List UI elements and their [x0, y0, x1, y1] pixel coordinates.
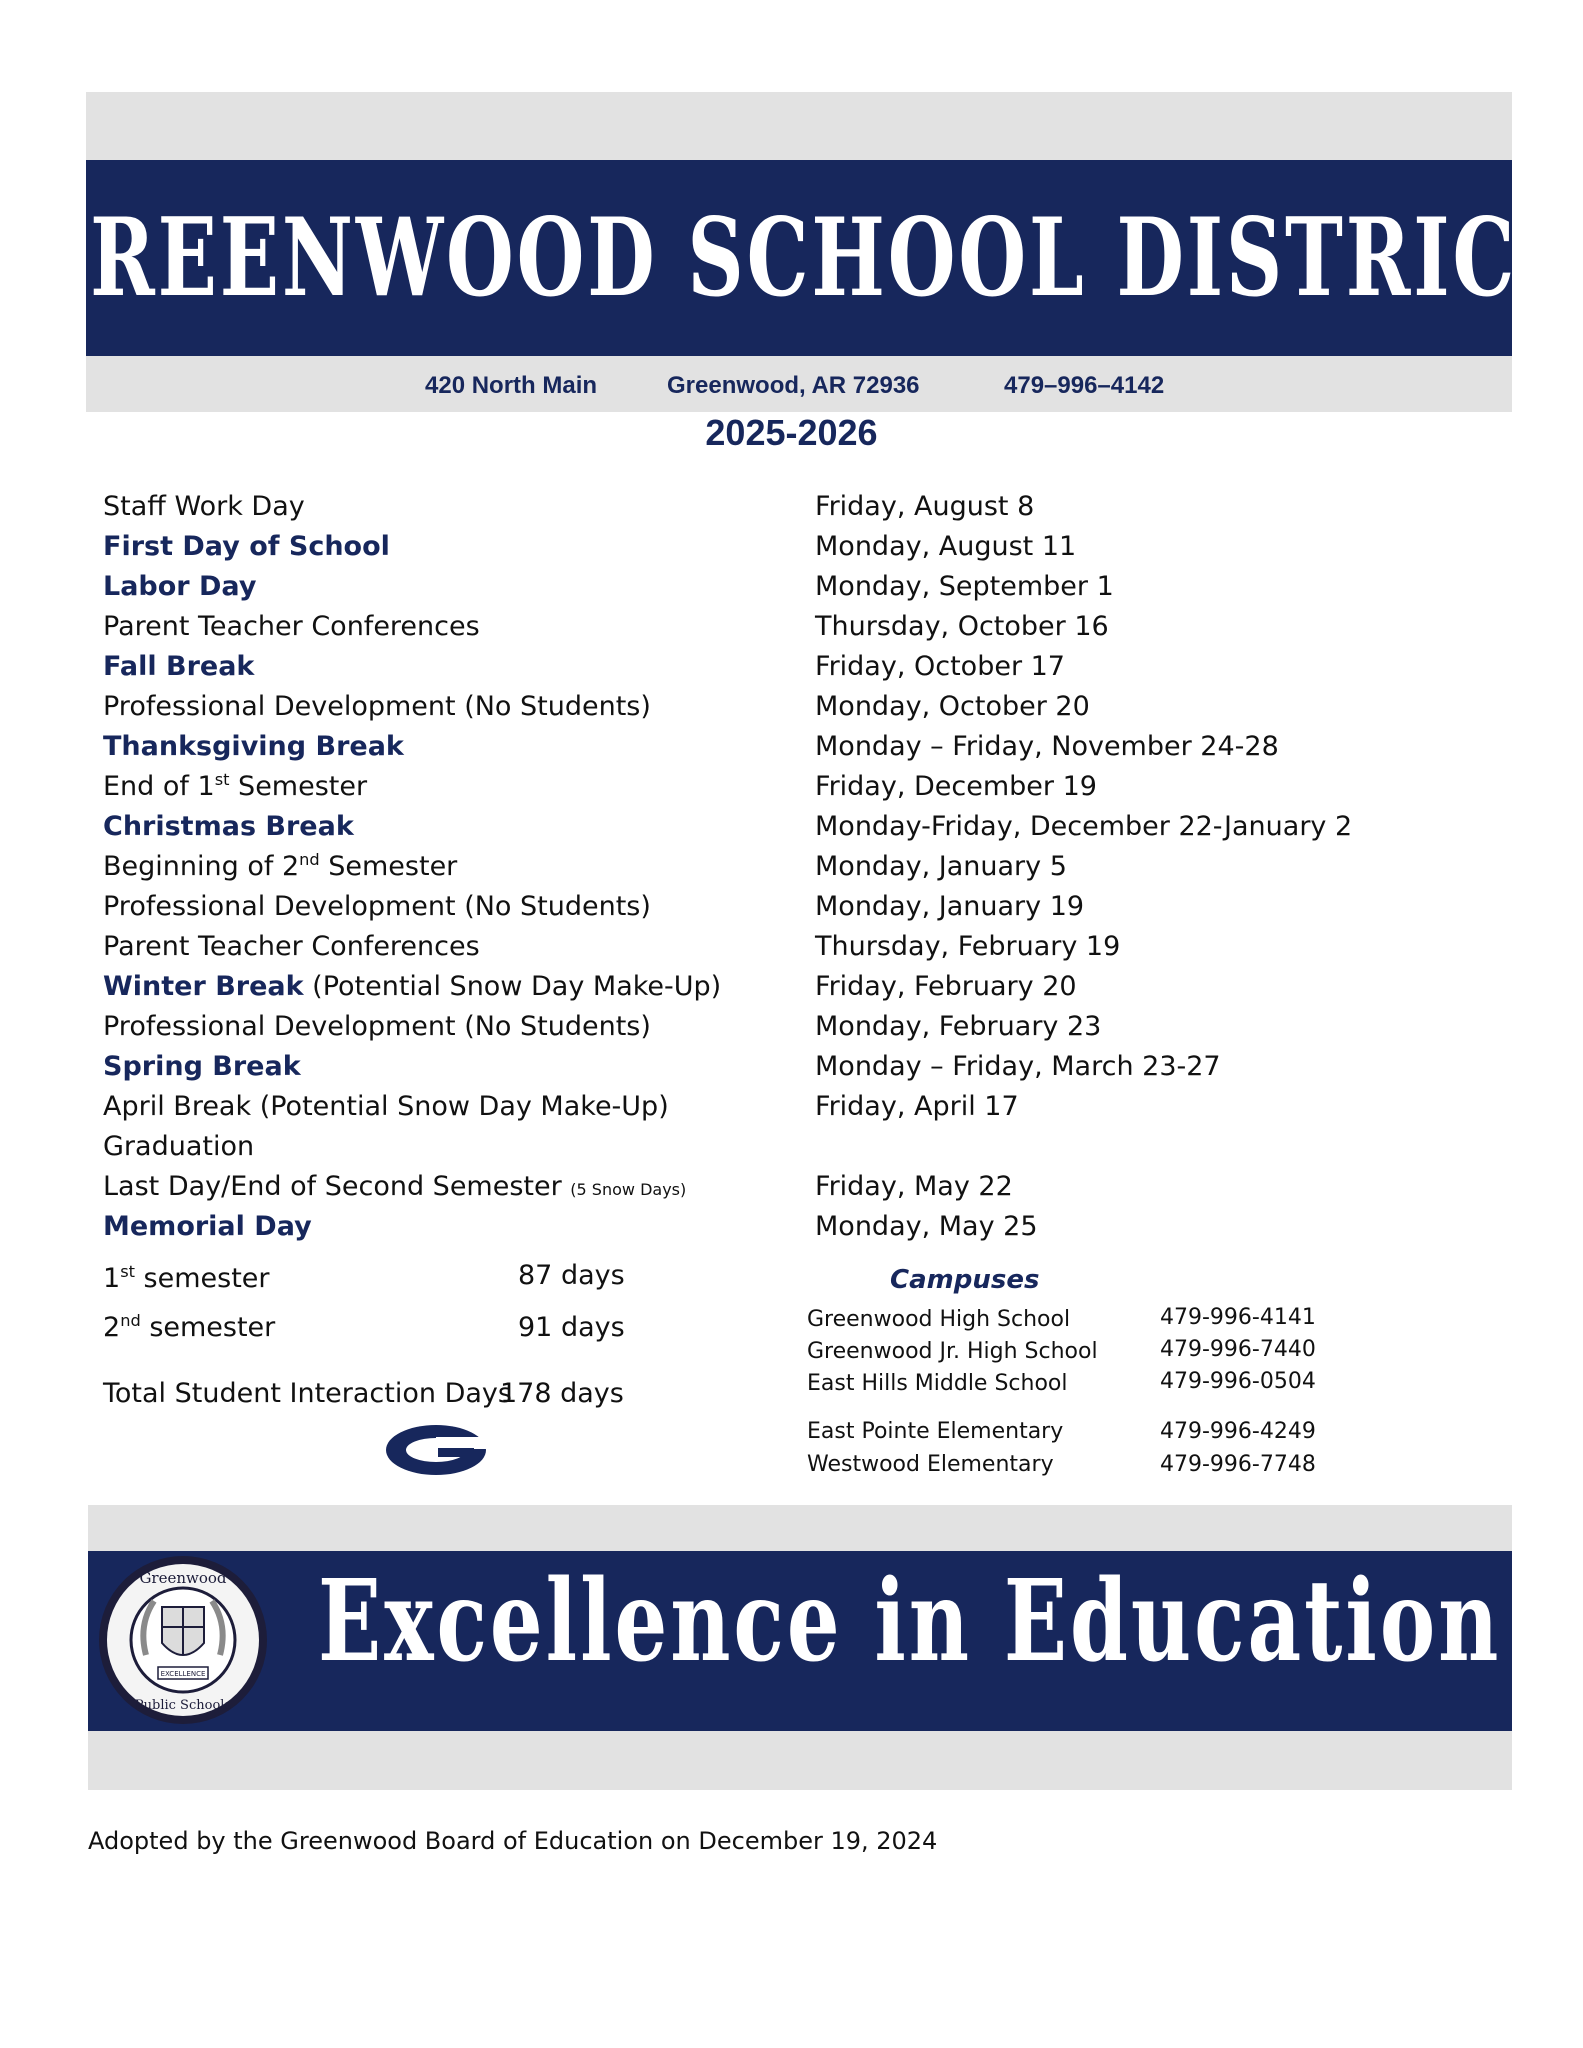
event-name: Winter Break (Potential Snow Day Make-Up): [103, 971, 722, 1002]
event-date: Monday – Friday, March 23-27: [815, 1051, 1221, 1082]
campus-phone: 479-996-4141: [1160, 1305, 1316, 1330]
event-name: Christmas Break: [103, 811, 354, 842]
svg-text:EXCELLENCE: EXCELLENCE: [160, 1670, 206, 1678]
event-date: Monday, August 11: [815, 531, 1077, 562]
campuses-heading: Campuses: [890, 1265, 1040, 1295]
campus-name: Westwood Elementary: [807, 1452, 1054, 1477]
event-name: April Break (Potential Snow Day Make-Up): [103, 1091, 669, 1122]
event-date: Monday – Friday, November 24-28: [815, 731, 1279, 762]
event-date: Friday, February 20: [815, 971, 1077, 1002]
event-name: Parent Teacher Conferences: [103, 611, 480, 642]
svg-text:Public Schools: Public Schools: [134, 1698, 232, 1713]
total-days-label: Total Student Interaction Days: [103, 1378, 512, 1409]
event-name: Thanksgiving Break: [103, 731, 404, 762]
slogan: Excellence in Education: [318, 1556, 1502, 1687]
event-date: Friday, August 8: [815, 491, 1035, 522]
semester-2-label: 2nd semester: [103, 1311, 276, 1343]
event-name: Last Day/End of Second Semester (5 Snow Days): [103, 1171, 687, 1202]
school-seal-icon: [98, 1555, 268, 1725]
event-date: Thursday, October 16: [815, 611, 1109, 642]
event-date: Monday, May 25: [815, 1211, 1038, 1242]
event-date: Monday, January 5: [815, 851, 1067, 882]
event-name: Memorial Day: [103, 1211, 312, 1242]
event-date: Friday, October 17: [815, 651, 1065, 682]
district-city: Greenwood, AR 72936: [667, 372, 920, 399]
campus-phone: 479-996-7440: [1160, 1337, 1316, 1362]
district-phone: 479–996–4142: [1004, 372, 1165, 399]
event-date: Thursday, February 19: [815, 931, 1121, 962]
campus-phone: 479-996-7748: [1160, 1452, 1316, 1477]
campus-name: East Hills Middle School: [807, 1371, 1068, 1396]
semester-1-label: 1st semester: [103, 1262, 270, 1294]
event-date: Friday, May 22: [815, 1171, 1013, 1202]
campus-name: Greenwood Jr. High School: [807, 1339, 1098, 1364]
event-name: First Day of School: [103, 531, 390, 562]
event-name: Professional Development (No Students): [103, 891, 651, 922]
header-banner: [20, 160, 1578, 356]
event-name: Beginning of 2nd Semester: [103, 850, 458, 882]
event-name: Labor Day: [103, 571, 257, 602]
campus-phone: 479-996-0504: [1160, 1369, 1316, 1394]
campus-name: East Pointe Elementary: [807, 1419, 1064, 1444]
event-date: Monday, February 23: [815, 1011, 1102, 1042]
event-name: Parent Teacher Conferences: [103, 931, 480, 962]
event-date: Friday, December 19: [815, 771, 1097, 802]
event-name: Spring Break: [103, 1051, 301, 1082]
event-name: Professional Development (No Students): [103, 1011, 651, 1042]
adoption-note: Adopted by the Greenwood Board of Education on December 19, 2024: [88, 1827, 938, 1855]
event-date: Monday, January 19: [815, 891, 1085, 922]
g-logo-icon: [384, 1423, 488, 1477]
district-title: GREENWOOD SCHOOL DISTRICT: [20, 195, 1578, 321]
event-name: Staff Work Day: [103, 491, 305, 522]
semester-1-days: 87 days: [518, 1260, 625, 1291]
event-name: Professional Development (No Students): [103, 691, 651, 722]
semester-2-days: 91 days: [518, 1312, 625, 1343]
campus-name: Greenwood High School: [807, 1307, 1071, 1332]
svg-text:Greenwood: Greenwood: [139, 1569, 227, 1587]
event-date: Monday, September 1: [815, 571, 1114, 602]
event-date: Friday, April 17: [815, 1091, 1019, 1122]
event-date: Monday-Friday, December 22-January 2: [815, 811, 1353, 842]
total-days-value: 178 days: [500, 1378, 624, 1409]
event-name: Graduation: [103, 1131, 255, 1162]
event-name: Fall Break: [103, 651, 255, 682]
event-date: Monday, October 20: [815, 691, 1090, 722]
campus-phone: 479-996-4249: [1160, 1419, 1316, 1444]
school-year: 2025-2026: [705, 412, 878, 453]
event-name: End of 1st Semester: [103, 770, 368, 802]
district-address: 420 North Main: [425, 372, 598, 399]
